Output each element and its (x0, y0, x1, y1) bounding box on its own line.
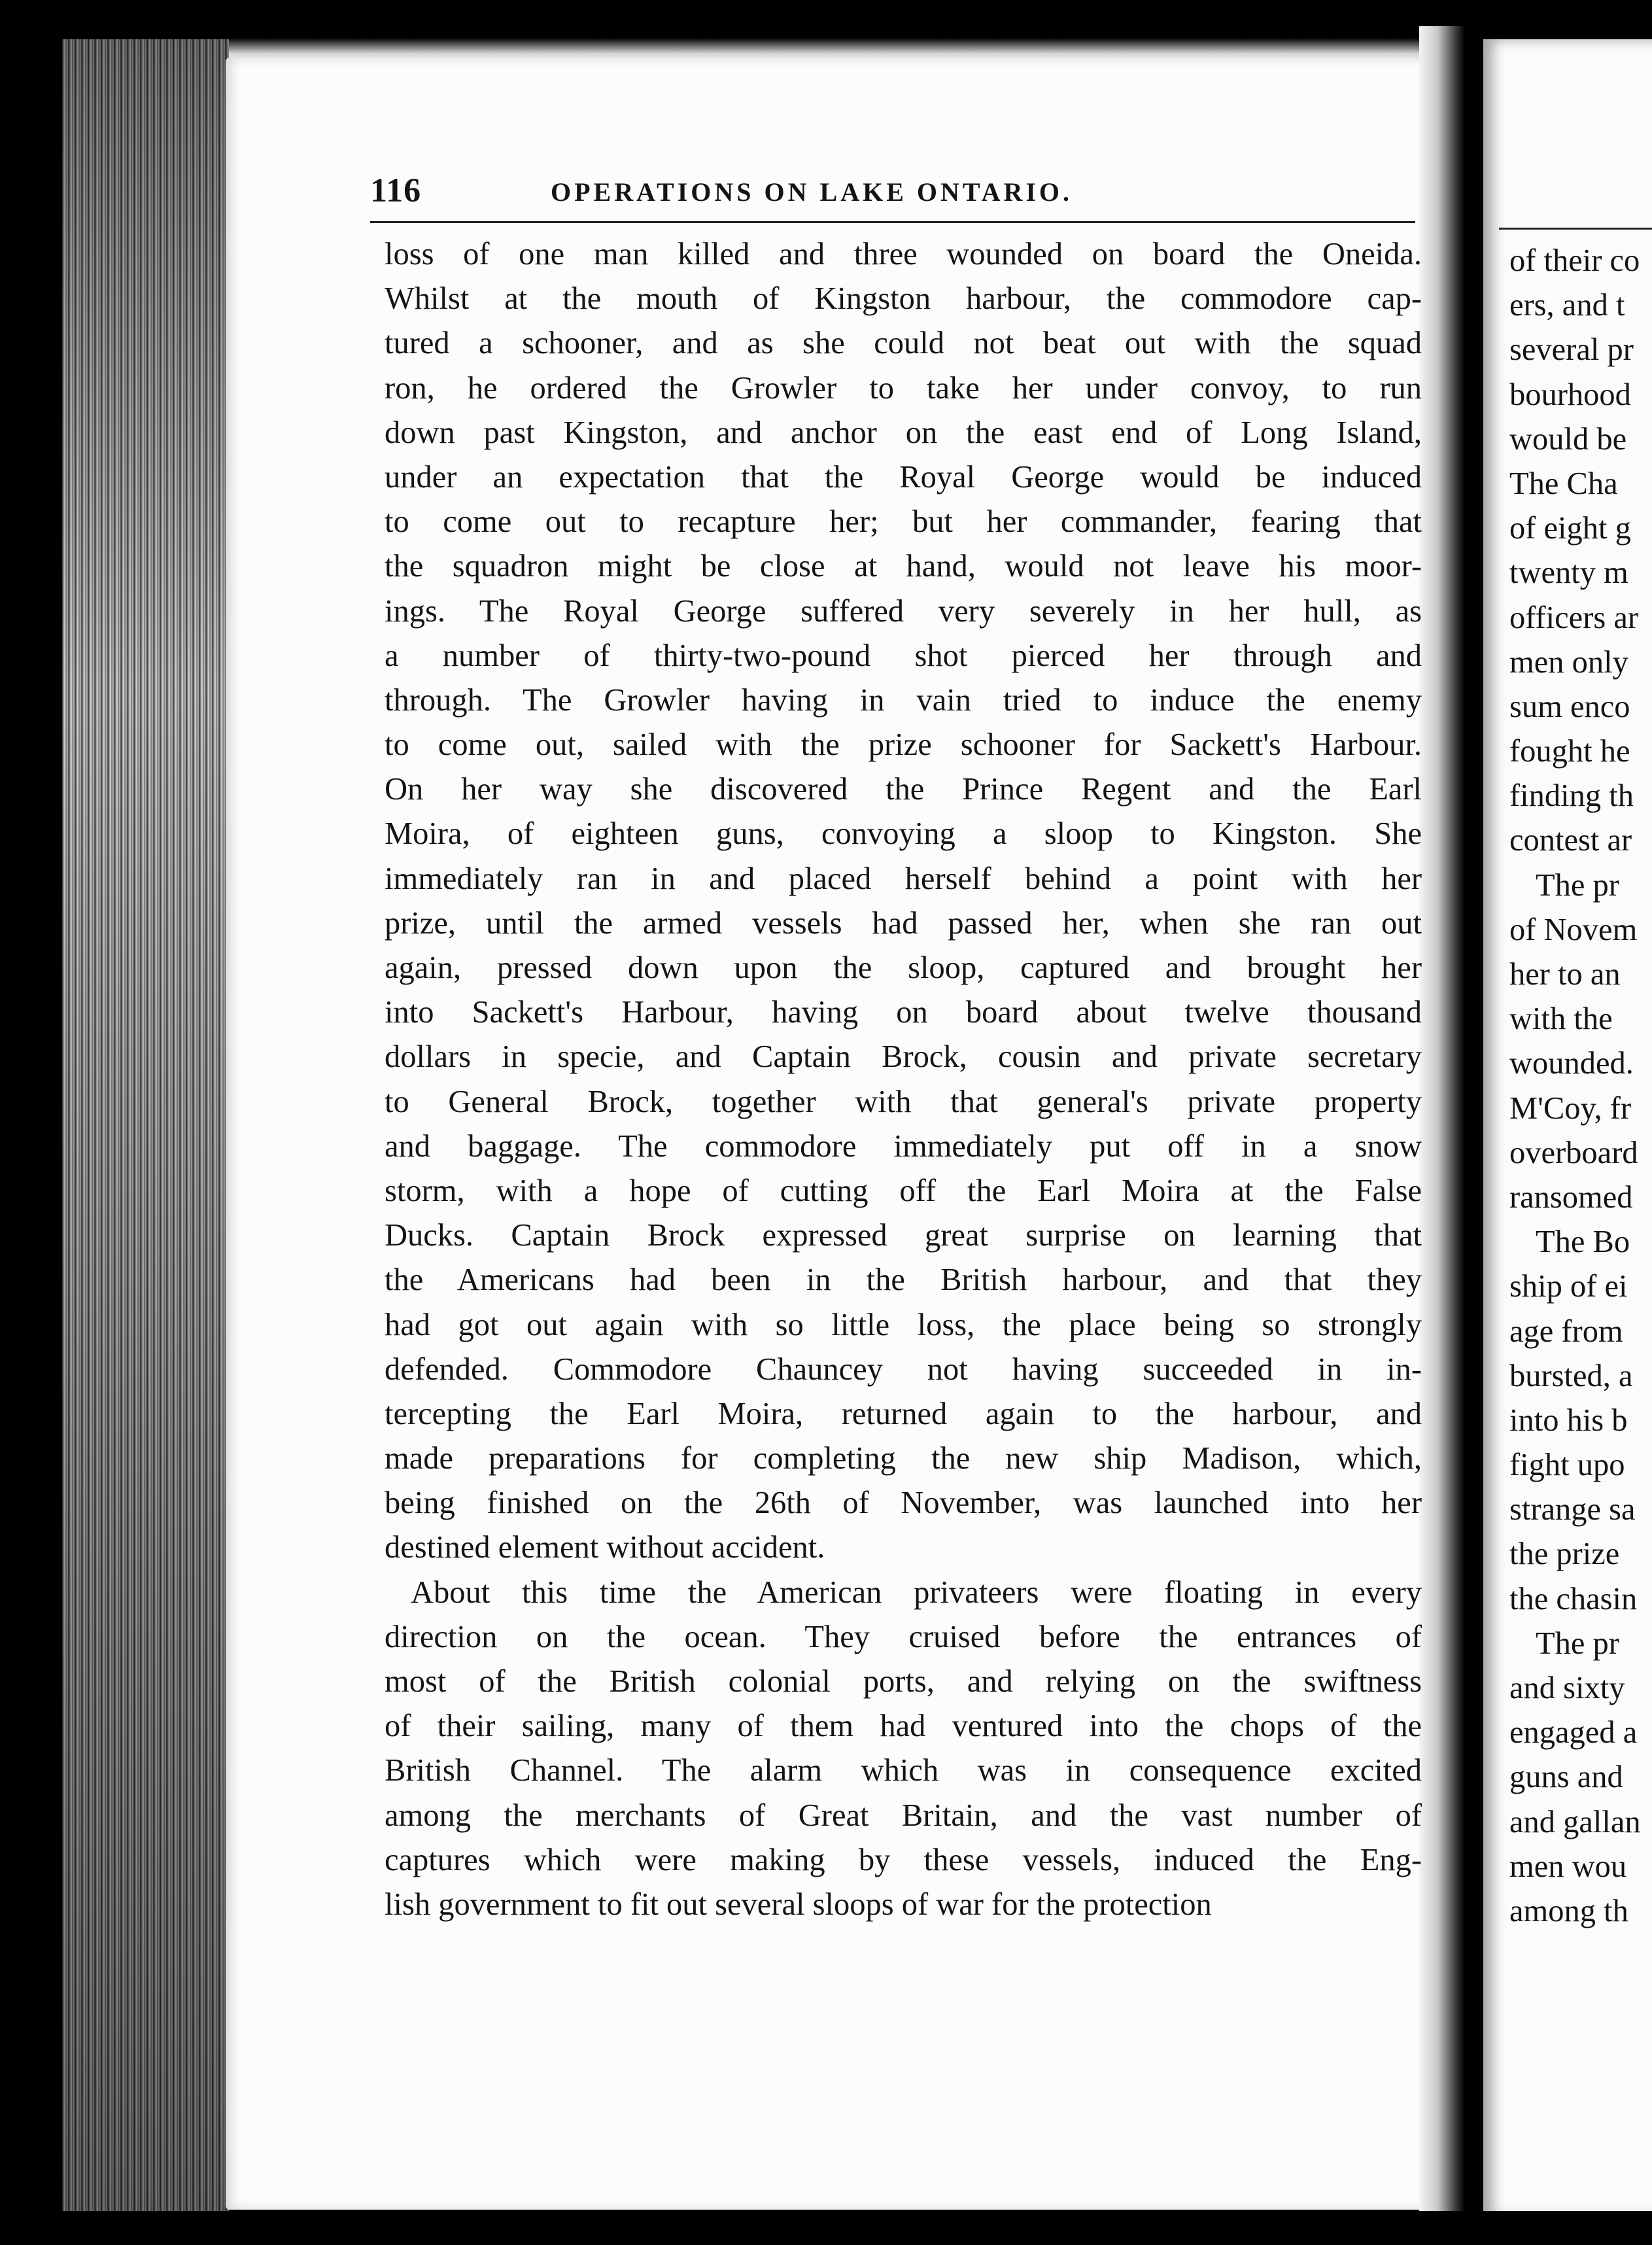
text-line: again, pressed down upon the sloop, captured and brought her (385, 950, 1422, 985)
text-line: to General Brock, together with that general's private property (385, 1084, 1422, 1119)
facing-page-rule (1499, 228, 1652, 230)
facing-page-line: bourhood (1509, 377, 1631, 412)
text-line: Moira, of eighteen guns, convoying a sloop to Kingston. She (385, 816, 1422, 852)
text-line: and baggage. The commodore immediately put off in a snow (385, 1128, 1422, 1164)
text-line: the Americans had been in the British harbour, and that they (385, 1262, 1422, 1298)
page-header (370, 171, 1417, 224)
text-line: to come out, sailed with the prize schooner for Sackett's Harbour. (385, 727, 1422, 763)
text-line: tured a schooner, and as she could not beat out with the squad (385, 326, 1422, 361)
text-line: ings. The Royal George suffered very severely in her hull, as (385, 593, 1422, 629)
text-line: dollars in specie, and Captain Brock, cousin and private secretary (385, 1039, 1422, 1075)
facing-page-line: ransomed (1509, 1179, 1633, 1215)
facing-page-line: wounded. (1509, 1046, 1634, 1081)
facing-page-line: The pr (1536, 867, 1619, 903)
facing-page-line: officers ar (1509, 600, 1639, 635)
facing-page-line: ers, and t (1509, 288, 1625, 323)
text-line: ron, he ordered the Growler to take her under convoy, to run (385, 370, 1422, 406)
facing-page-line: her to an (1509, 957, 1621, 992)
text-line: prize, until the armed vessels had passed her, when she ran out (385, 905, 1422, 941)
text-line: captures which were making by these vessels, induced the Eng- (385, 1842, 1422, 1877)
facing-page-line: The Cha (1509, 466, 1618, 501)
facing-page-line: the chasin (1509, 1581, 1638, 1616)
facing-page-line: strange sa (1509, 1492, 1636, 1527)
facing-page-line: the prize (1509, 1537, 1620, 1572)
facing-page-text (1509, 239, 1652, 1934)
facing-page-line: contest ar (1509, 823, 1632, 858)
scan-border (0, 2211, 1652, 2245)
page-number: 116 (370, 172, 422, 209)
facing-page-line: and gallan (1509, 1804, 1641, 1839)
body-text (385, 232, 1422, 1927)
book-fore-edge (62, 39, 229, 2211)
facing-page-line: with the (1509, 1001, 1613, 1037)
text-line: lish government to fit out several sloops of war for the protection (385, 1887, 1212, 1922)
text-line: direction on the ocean. They cruised before the entrances of (385, 1619, 1422, 1654)
facing-page-line: would be (1509, 421, 1627, 457)
facing-page-line: M'Coy, fr (1509, 1090, 1632, 1126)
text-line: made preparations for completing the new ship Madison, which, (385, 1441, 1422, 1476)
text-line: storm, with a hope of cutting off the Earl Moira at the False (385, 1173, 1422, 1208)
text-line: defended. Commodore Chauncey not having succeeded in in- (385, 1351, 1422, 1387)
facing-page-line: several pr (1509, 332, 1634, 368)
facing-page-line: The Bo (1536, 1225, 1630, 1260)
text-line: loss of one man killed and three wounded on board the Oneida. (385, 237, 1422, 271)
facing-page-line: bursted, a (1509, 1358, 1633, 1393)
facing-page-line: men only (1509, 644, 1628, 680)
facing-page-line: guns and (1509, 1760, 1623, 1795)
facing-page-line: of Novem (1509, 912, 1638, 947)
facing-page (1483, 39, 1652, 2218)
text-line: had got out again with so little loss, the place being so strongly (385, 1307, 1422, 1342)
gutter-shadow (1419, 26, 1465, 2224)
text-line: About this time the American privateers were floating in every (411, 1575, 1422, 1610)
facing-page-line: ship of ei (1509, 1269, 1628, 1304)
facing-page-line: and sixty (1509, 1671, 1625, 1705)
text-line: tercepting the Earl Moira, returned again to the harbour, and (385, 1396, 1422, 1431)
text-line: a number of thirty-two-pound shot pierced her through and (385, 638, 1422, 673)
text-line: Ducks. Captain Brock expressed great surprise on learning that (385, 1218, 1422, 1253)
facing-page-line: of eight g (1509, 511, 1631, 546)
facing-page-line: age from (1509, 1314, 1623, 1349)
paragraph (385, 232, 1422, 1571)
text-line: under an expectation that the Royal George would be induced (385, 459, 1422, 495)
facing-page-line: The pr (1536, 1626, 1619, 1661)
text-line: On her way she discovered the Prince Regent and the Earl (385, 772, 1422, 807)
text-line: the squadron might be close at hand, would not leave his moor- (385, 549, 1422, 584)
facing-page-line: fought he (1509, 734, 1630, 769)
text-line: immediately ran in and placed herself behind a point with her (385, 861, 1422, 896)
text-line: through. The Growler having in vain tried to induce the enemy (385, 682, 1422, 718)
header-rule (370, 221, 1415, 223)
facing-page-line: among th (1509, 1893, 1628, 1928)
text-line: British Channel. The alarm which was in consequence excited (385, 1753, 1422, 1788)
text-line: of their sailing, many of them had ventured into the chops of the (385, 1709, 1422, 1744)
running-head: OPERATIONS ON LAKE ONTARIO. (551, 177, 1073, 207)
facing-page-line: men wou (1509, 1849, 1627, 1884)
facing-page-line: sum enco (1509, 689, 1630, 724)
facing-page-line: fight upo (1509, 1448, 1625, 1483)
facing-page-line: into his b (1509, 1402, 1628, 1438)
text-line: most of the British colonial ports, and relying on the swiftness (385, 1664, 1422, 1699)
facing-page-line: overboard (1509, 1135, 1638, 1170)
text-line: to come out to recapture her; but her commander, fearing that (385, 504, 1422, 540)
text-line: down past Kingston, and anchor on the east end of Long Island, (385, 415, 1422, 450)
facing-page-line: twenty m (1509, 555, 1628, 591)
facing-page-line: finding th (1509, 778, 1634, 814)
text-line: among the merchants of Great Britain, and the vast number of (385, 1798, 1422, 1833)
text-line: destined element without accident. (385, 1530, 825, 1565)
paragraph (385, 1571, 1422, 1928)
facing-page-line: of their co (1509, 243, 1640, 278)
text-line: Whilst at the mouth of Kingston harbour, the commodore cap- (385, 281, 1422, 317)
facing-page-line: engaged a (1509, 1715, 1638, 1750)
text-line: being finished on the 26th of November, was launched into her (385, 1486, 1422, 1521)
text-line: into Sackett's Harbour, having on board about twelve thousand (385, 995, 1422, 1030)
